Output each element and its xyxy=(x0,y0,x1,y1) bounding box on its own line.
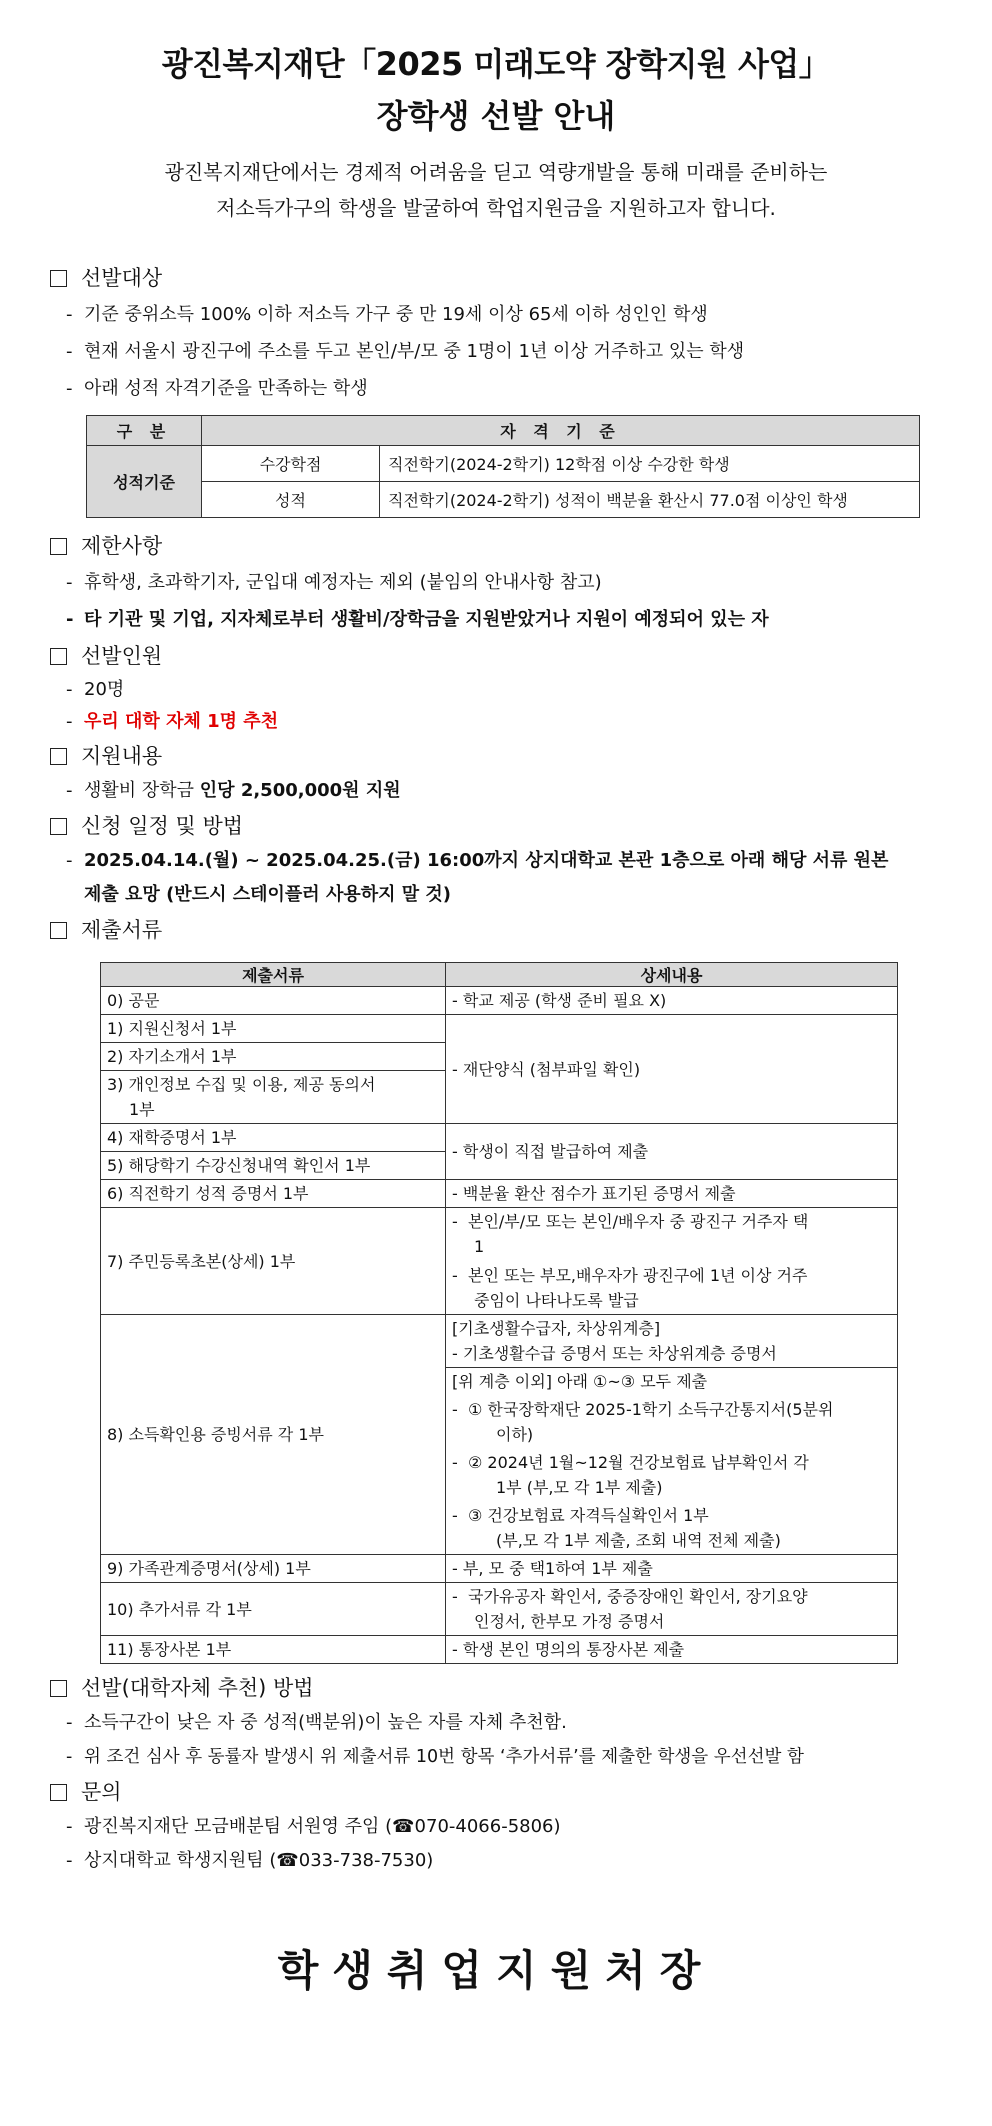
list-item: - 생활비 장학금 인당 2,500,000원 지원 xyxy=(66,780,401,801)
schedule-text: 2025.04.14.(월) ~ 2025.04.25.(금) 16:00까지 상지대학교 본관 1층으로 아래 해당 서류 원본 제출 요망 (반드시 스테이플러 사용하지 말 것) xyxy=(84,850,889,905)
list-item: - 휴학생, 초과학기자, 군입대 예정자는 제외 (붙임의 안내사항 참고) xyxy=(66,572,602,593)
section-documents xyxy=(44,912,948,1664)
section-heading: 지원내용 xyxy=(44,738,948,774)
section-heading: 신청 일정 및 방법 xyxy=(44,808,948,844)
table-row: 8) 소득확인용 증빙서류 각 1부 [기초생활수급자, 차상위계층] - 기초생활수급 증명서 또는 차상위계층 증명서 xyxy=(101,1315,898,1368)
table-row: 2) 자기소개서 1부 xyxy=(101,1043,898,1071)
list-item: - 현재 서울시 광진구에 주소를 두고 본인/부/모 중 1명이 1년 이상 거주하고 있는 학생 xyxy=(66,341,745,362)
intro-line: 저소득가구의 학생을 발굴하여 학업지원금을 지원하고자 합니다. xyxy=(216,196,776,220)
table-row: 0) 공문 - 학교 제공 (학생 준비 필요 X) xyxy=(101,987,898,1015)
table-cell: 직전학기(2024-2학기) 12학점 이상 수강한 학생 xyxy=(380,446,920,482)
table-row: 5) 해당학기 수강신청내역 확인서 1부 xyxy=(101,1152,898,1180)
table-row: 9) 가족관계증명서(상세) 1부 - 부, 모 중 택1하여 1부 제출 xyxy=(101,1555,898,1583)
list-item: - 타 기관 및 기업, 지자체로부터 생활비/장학금을 지원받았거나 지원이 예정되어 있는 자 xyxy=(66,609,769,630)
table-row-label: 성적기준 xyxy=(87,446,202,518)
list-item: - 상지대학교 학생지원팀 (☎033-738-7530) xyxy=(66,1850,434,1871)
checkbox-square-icon xyxy=(50,270,67,287)
checkbox-square-icon xyxy=(50,922,67,939)
list-item: - 아래 성적 자격기준을 만족하는 학생 xyxy=(66,378,368,399)
table-row: 10) 추가서류 각 1부 - 국가유공자 확인서, 중증장애인 확인서, 장기요양 인정서, 한부모 가정 증명서 xyxy=(101,1583,898,1636)
section-selection xyxy=(44,1670,948,1774)
table-row: 3) 개인정보 수집 및 이용, 제공 동의서 1부 xyxy=(101,1071,898,1124)
table-header: 제출서류 xyxy=(101,963,446,987)
section-schedule xyxy=(44,808,948,912)
checkbox-square-icon xyxy=(50,1680,67,1697)
section-heading: 선발대상 xyxy=(44,260,948,296)
section-contact xyxy=(44,1774,948,1878)
table-cell: 성적 xyxy=(202,482,380,518)
table-cell: 수강학점 xyxy=(202,446,380,482)
intro-paragraph xyxy=(44,154,948,226)
issuer-signature: 학생취업지원처장 xyxy=(277,1946,715,1995)
checkbox-square-icon xyxy=(50,818,67,835)
section-heading: 제한사항 xyxy=(44,528,948,564)
section-heading: 제출서류 xyxy=(44,912,948,948)
table-header: 구 분 xyxy=(87,416,202,446)
table-row: 1) 지원신청서 1부 - 재단양식 (첨부파일 확인) xyxy=(101,1015,898,1043)
section-quota xyxy=(44,638,948,738)
table-row: 6) 직전학기 성적 증명서 1부 - 백분율 환산 점수가 표기된 증명서 제출 xyxy=(101,1180,898,1208)
section-restrictions xyxy=(44,528,948,638)
document-subtitle: 장학생 선발 안내 xyxy=(376,97,616,135)
table-row: 4) 재학증명서 1부 - 학생이 직접 발급하여 제출 xyxy=(101,1124,898,1152)
table-row: 11) 통장사본 1부 - 학생 본인 명의의 통장사본 제출 xyxy=(101,1636,898,1664)
list-item: - 소득구간이 낮은 자 중 성적(백분위)이 높은 자를 자체 추천함. xyxy=(66,1712,567,1733)
section-heading: 선발(대학자체 추천) 방법 xyxy=(44,1670,948,1706)
checkbox-square-icon xyxy=(50,1784,67,1801)
list-item: - 우리 대학 자체 1명 추천 xyxy=(66,711,279,732)
table-header: 자 격 기 준 xyxy=(202,416,920,446)
table-row: 7) 주민등록초본(상세) 1부 - 본인/부/모 또는 본인/배우자 중 광진구 거주자 택 1 - 본인 또는 부모,배우자가 광진구에 1년 이상 거주 중임이 나타나도록 발급 xyxy=(101,1208,898,1315)
section-heading: 문의 xyxy=(44,1774,948,1810)
list-item: - 위 조건 심사 후 동률자 발생시 위 제출서류 10번 항목 ‘추가서류’를 제출한 학생을 우선선발 함 xyxy=(66,1747,804,1767)
table-cell: 직전학기(2024-2학기) 성적이 백분율 환산시 77.0점 이상인 학생 xyxy=(380,482,920,518)
documents-table xyxy=(100,962,898,1664)
table-row: [위 계층 이외] 아래 ①~③ 모두 제출 - ① 한국장학재단 2025-1학기 소득구간통지서(5분위 이하) - ② 2024년 1월~12월 건강보험료 납부확인서 각 1부 (부,모 각 1부 제출) - ③ 건강보험료 자격득실확인서 1부 (부,모 각 1부 제출, 조회 내역 전체 제출) xyxy=(101,1368,898,1555)
table-header: 상세내용 xyxy=(446,963,898,987)
document-title: 광진복지재단「2025 미래도약 장학지원 사업」 xyxy=(161,45,831,83)
section-heading: 선발인원 xyxy=(44,638,948,674)
list-item: - 광진복지재단 모금배분팀 서원영 주임 (☎070-4066-5806) xyxy=(66,1816,561,1837)
checkbox-square-icon xyxy=(50,648,67,665)
list-item: - 기준 중위소득 100% 이하 저소득 가구 중 만 19세 이상 65세 이하 성인인 학생 xyxy=(66,304,708,325)
intro-line: 광진복지재단에서는 경제적 어려움을 딛고 역량개발을 통해 미래를 준비하는 xyxy=(164,160,828,184)
section-eligibility xyxy=(44,260,948,518)
section-support xyxy=(44,738,948,808)
checkbox-square-icon xyxy=(50,748,67,765)
qualification-table xyxy=(86,415,920,518)
checkbox-square-icon xyxy=(50,538,67,555)
list-item: - 2025.04.14.(월) ~ 2025.04.25.(금) 16:00까지 상지대학교 본관 1층으로 아래 해당 서류 원본 제출 요망 (반드시 스테이플러 사용하지 말 것) xyxy=(44,844,948,912)
list-item: - 20명 xyxy=(66,679,125,700)
